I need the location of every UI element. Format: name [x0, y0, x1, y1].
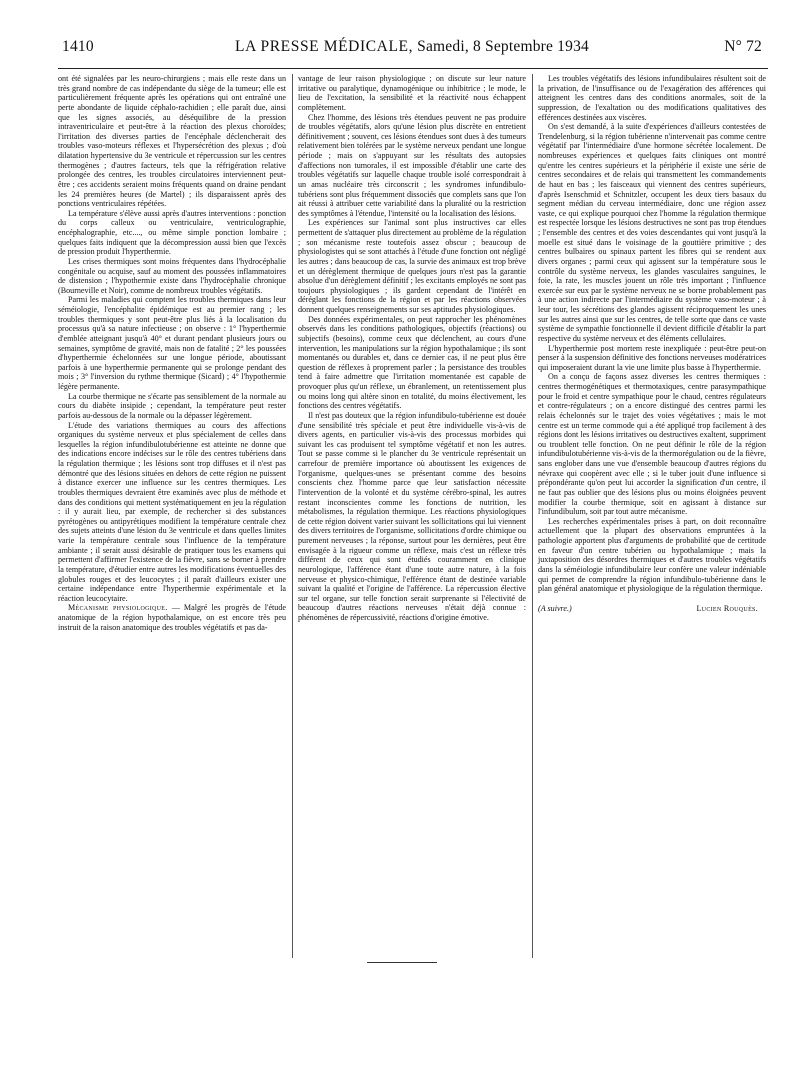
paragraph-text: — Malgré les progrès de l'étude anatomique de la région hypothalamique, on est encore très peu instruit de la raison anatomique des troubles végétatifs et pas da- — [58, 603, 286, 632]
paragraph: Parmi les maladies qui comptent les troubles thermiques dans leur séméiologie, l'encéphalite épidémique est au premier rang ; les troubles thermiques y sont peut-être plus liés à la localisation du processus qu'à sa nature infectieuse ; on observe : 1° l'hyperthermie d'emblée atteignant jusqu'à 40° et durant pendant plusieurs jours ou semaines, symptôme de gravité, mais non de fatalité ; 2° les poussées d'hyperthermie échelonnées sur une longue période, aboutissant parfois à une hyperthermie permanente qui se prolonge pendant des mois ; 3° l'inversion du rythme thermique (Sicard) ; 4° l'hypothermie légère permanente. — [58, 295, 286, 391]
author-name: Lucien Rouquès. — [696, 603, 758, 613]
paragraph: Il n'est pas douteux que la région infundibulo-tubérienne est douée d'une sensibilité très spéciale et peut être individuelle vis-à-vis de divers agents, en particulier vis-à-vis des processus morbides qui suivant les cas produisent tel symptôme végétatif et non les autres. Tout se passe comme si le plancher du 3e ventricule représentait un carrefour de première importance où aboutissent les exigences de l'organisme, quelques-unes se présentant comme des besoins conscients chez l'homme parce que leur satisfaction nécessite l'intervention de la volonté et du système cérébro-spinal, les autres restant inconscientes comme les fonctions de nutrition, les métabolismes, la régulation thermique. Les réactions physiologiques de cette région doivent varier suivant les sollicitations qui lui viennent des divers territoires de l'organisme, sollicitations d'ordre chimique ou purement nerveuses ; la réponse, surtout pour les dernières, peut être envisagée à la rigueur comme un réflexe, mais c'est un réflexe très différent de ceux qui sont étudiés couramment en clinique neurologique, l'afférence étant d'une toute autre nature, à la fois nerveuse et physico-chimique, l'efférence étant de destinée variable suivant la qualité et l'origine de l'afférence. La répercussion élective sur tel organe, sur telle fonction serait surprenante si l'électivité de beaucoup d'autres réactions nerveuses n'était déjà connue : phénomènes de répercussivité, réactions d'origine émotive. — [298, 410, 526, 622]
issue-number: N° 72 — [724, 38, 762, 55]
to-be-continued: (A suivre.) — [538, 603, 572, 613]
paragraph: La courbe thermique ne s'écarte pas sensiblement de la normale au cours du diabète insipide ; cependant, la température peut rester parfois au-dessous de la normale ou la dépasser légèrement. — [58, 391, 286, 420]
section-paragraph — [58, 603, 286, 632]
column-2 — [298, 74, 526, 623]
paragraph: L'étude des variations thermiques au cours des affections organiques du système nerveux et plus spécialement de celles dans lesquelles la région infundibulotubérienne est atteinte ne donne que des indications encore indécises sur le rôle des centres tubériens dans la régulation thermique ; les lésions sont trop diffuses et il n'est pas démontré que des lésions situées en dehors de cette région ne puissent à distance exercer une influence sur les centres thermiques. Les troubles thermiques devraient être examinés avec plus de méthode et dans des conditions qui mettent systématiquement en jeu la régulation : il y aurait lieu, par exemple, de rechercher si des substances pyrétogènes ou antipyrétiques modifient la température centrale chez des sujets atteints d'une lésion du 3e ventricule et dans quelles limites varie la température centrale sous l'influence de la température ambiante ; il serait aussi désirable de pratiquer tous les examens qui permettent d'affirmer l'existence de la fièvre, sans se borner à prendre la température, d'étudier entre autres les modifications éventuelles des globules rouges et des leucocytes ; il paraît d'ailleurs exister une certaine indépendance entre l'hyperthermie expérimentale et la réaction leucocytaire. — [58, 420, 286, 603]
paragraph: On s'est demandé, à la suite d'expériences d'ailleurs contestées de Trendelenburg, si la région tubérienne n'intervenait pas comme centre végétatif par l'intermédiaire d'une hormone sécrétée localement. De nombreuses expériences et quelques faits cliniques ont montré qu'entre les centres supérieurs et la périphérie il existe une série de centres secondaires et de relais qui transmettent les commandements de haut en bas ; les faisceaux qui viennent des centres supérieurs, d'après Isenschmid et Schnitzler, occupent les deux tiers basaux du segment médian du cerveau intermédiaire, donc une région assez vaste, ce qui explique pourquoi chez l'homme la régulation thermique est respectée lorsque les lésions destructives ne sont pas trop étendues ; l'ensemble des centres et des voies descendantes qui vont jusqu'à la moelle est situé dans le voisinage de la gouttière primitive ; des centres bulbaires ou spinaux partent les fibres qui se rendent aux divers organes ; parmi ceux qui agissent sur la température sous le contrôle du système nerveux, les glandes vasculaires sanguines, le foie, la rate, les muscles jouent un rôle très important ; l'influence exercée sur eux par le système nerveux ne se borne probablement pas à une action indirecte par l'intermédiaire du système vaso-moteur ; à leur tour, les sécrétions des glandes agissent réciproquement les unes sur les autres ainsi que sur les centres, de telle sorte que dans ce vaste système de sympathie fonctionnelle il devient difficile d'établir la part respective du système nerveux et des éléments cellulaires. — [538, 122, 766, 343]
paragraph: Des données expérimentales, on peut rapprocher les phénomènes observés dans les conditions pathologiques, objectifs (réactions) ou subjectifs (besoins), comme ceux que déclenchent, au cours d'une intervention, les manipulations sur la région hypothalamique ; ils sont momentanés ou durables et, dans ce dernier cas, il ne peut plus être question de réflexes à proprement parler ; la persistance des troubles tend à faire admettre que l'irritation momentanée est capable de provoquer plus qu'un réflexe, un ébranlement, un retentissement plus ou moins long qui altère sinon en totalité, du moins électivement, les fonctions des centres végétatifs. — [298, 314, 526, 411]
page-number: 1410 — [62, 38, 94, 55]
paragraph: ont été signalées par les neuro-chirurgiens ; mais elle reste dans un très grand nombre de cas indépendante du siège de la tumeur; elle est particulièrement fréquente après les opérations qui ont entraîné une perte abondante de liquide céphalo-rachidien ; elle paraît due, ainsi que les signes associés, au déséquilibre de la pression intraventriculaire et peut-être à la réaction des plexus choroïdes; l'irritation des diverses parties de l'encéphale déclencherait des troubles vaso-moteurs réflexes et l'hypersécrétion des plexus ; d'où dilatation hypertensive du 3e ventricule et répercussion sur les centres thermogènes ; d'autres facteurs, tels que la réfrigération relative prolongée des centres, les troubles circulatoires interviennent peut-être ; ces accidents seraient moins fréquents quand on draine pendant les 24 premières heures (de Martel) ; ils disparaissent après des ponctions ventriculaires répétées. — [58, 74, 286, 209]
paragraph: vantage de leur raison physiologique ; on discute sur leur nature irritative ou paralytique, dynamogénique ou inhibitrice ; le mode, le lieu de l'excitation, la sensibilité et la réactivité nous échappent complètement. — [298, 74, 526, 112]
journal-name: LA PRESSE MÉDICALE, — [235, 38, 414, 55]
paragraph: Les recherches expérimentales prises à part, on doit reconnaître actuellement que la plupart des observations empruntées à la pathologie apportent plus d'arguments de probabilité que de certitude en faveur d'un centre tubérien ou hypothalamique ; mais la juxtaposition des désordres thermiques et d'autres troubles végétatifs dans la séméiologie infundibulaire leur confère une valeur indéniable qui permet de comprendre la région infundibulo-tubérienne dans le plan général anatomique et physiologique de la régulation thermique. — [538, 516, 766, 594]
column-divider — [532, 74, 533, 958]
paragraph: Les crises thermiques sont moins fréquentes dans l'hydrocéphalie congénitale ou acquise, sauf au moment des poussées inflammatoires de distension ; l'hypothermie existe dans l'hydrocéphalie chronique (Bourneville et Noir), comme de nombreux troubles végétatifs. — [58, 256, 286, 295]
column-3 — [538, 74, 766, 613]
page-header — [62, 38, 762, 62]
header-rule — [58, 68, 768, 69]
signature-line — [538, 604, 766, 614]
paragraph: L'hyperthermie post mortem reste inexpliquée : peut-être peut-on penser à la suspension définitive des fonctions nerveuses modératrices qui imposeraient durant la vie une limite plus basse à l'hyperthermie. — [538, 343, 766, 372]
section-heading: Mécanisme physiologique. — [68, 603, 168, 613]
paragraph: Chez l'homme, des lésions très étendues peuvent ne pas produire de troubles végétatifs, alors qu'une lésion plus discrète en entretient définitivement ; souvent, ces lésions étendues sont dues à des tumeurs relativement bien tolérées par le système nerveux pendant une longue période ; mais on s'appuyant sur les résultats des autopsies d'affections non tumorales, il est impossible d'établir une carte des troubles végétatifs sur laquelle chaque trouble isolé correspondrait à un amas nucléaire très circonscrit ; les syndromes infundibulo-tubériens sont plus fréquemment dissociés que complets sans que l'on ait réussi à attribuer cette variabilité dans la pluralité ou la restriction des symptômes à l'étendue, l'intensité ou la localisation des lésions. — [298, 112, 526, 218]
end-rule — [367, 962, 437, 963]
issue-date: Samedi, 8 Septembre 1934 — [417, 38, 589, 55]
paragraph: Les troubles végétatifs des lésions infundibulaires résultent soit de la privation, de l'insuffisance ou de l'exagération des afférences qui atteignent les centres dans des conditions anormales, soit de la suppression, de l'exaltation ou des modifications qualitatives des efférences destinées aux viscères. — [538, 74, 766, 122]
paragraph: Les expériences sur l'animal sont plus instructives car elles permettent de s'attaquer plus directement au problème de la régulation ; son mécanisme reste toutefois assez obscur ; beaucoup de physiologistes qui se sont attachés à l'étude d'une fonction ont négligé les autres ; dans beaucoup de cas, la survie des animaux est trop brève et un dérèglement thermique de quelques jours n'est pas la garantie absolue d'un dérèglement définitif ; les excitants employés ne sont pas toujours physiologiques ; ils gardent cependant de l'intérêt en déréglant les fonctions de la région et par les réactions observées donnent quelques renseignements sur ses aptitudes physiologiques. — [298, 218, 526, 314]
column-divider — [292, 74, 293, 958]
paragraph: La température s'élève aussi après d'autres interventions : ponction du corps calleux ou ventriculaire, ventriculographie, encéphalographie, etc...., ou même simple ponction lombaire ; quelques faits indiquent que la décompression aussi bien que l'excès de pression produit l'hyperthermie. — [58, 208, 286, 257]
running-title — [62, 38, 762, 56]
column-1 — [58, 74, 286, 632]
paragraph: On a conçu de façons assez diverses les centres thermiques : centres thermogénétiques et thermotaxiques, centre parasympathique pour le froid et centre sympathique pour le chaud, centres régulateurs et contre-régulateurs ; on a encore distingué des centres parmi les relais échelonnés sur le trajet des voies végétatives ; mais le mot centre est un terme commode qui a été appliqué trop facilement à des régions dont les lésions irritatives ou destructives exaltent, suppriment ou troublent telle fonction. On ne peut définir le rôle de la région infundibulotubérienne vis-à-vis de la thermorégulation ou de la fièvre, sans englober dans une vue d'ensemble beaucoup d'autres régions du névraxe qui coopèrent avec elle ; si le tuber jouit d'une influence si prépondérante qu'on peut lui accorder la signification d'un centre, il ne faut pas oublier que des lésions plus ou moins éloignées peuvent modifier la courbe thermique, soit en agissant à distance sur l'infundibulum, soit par tout autre mécanisme. — [538, 372, 766, 517]
